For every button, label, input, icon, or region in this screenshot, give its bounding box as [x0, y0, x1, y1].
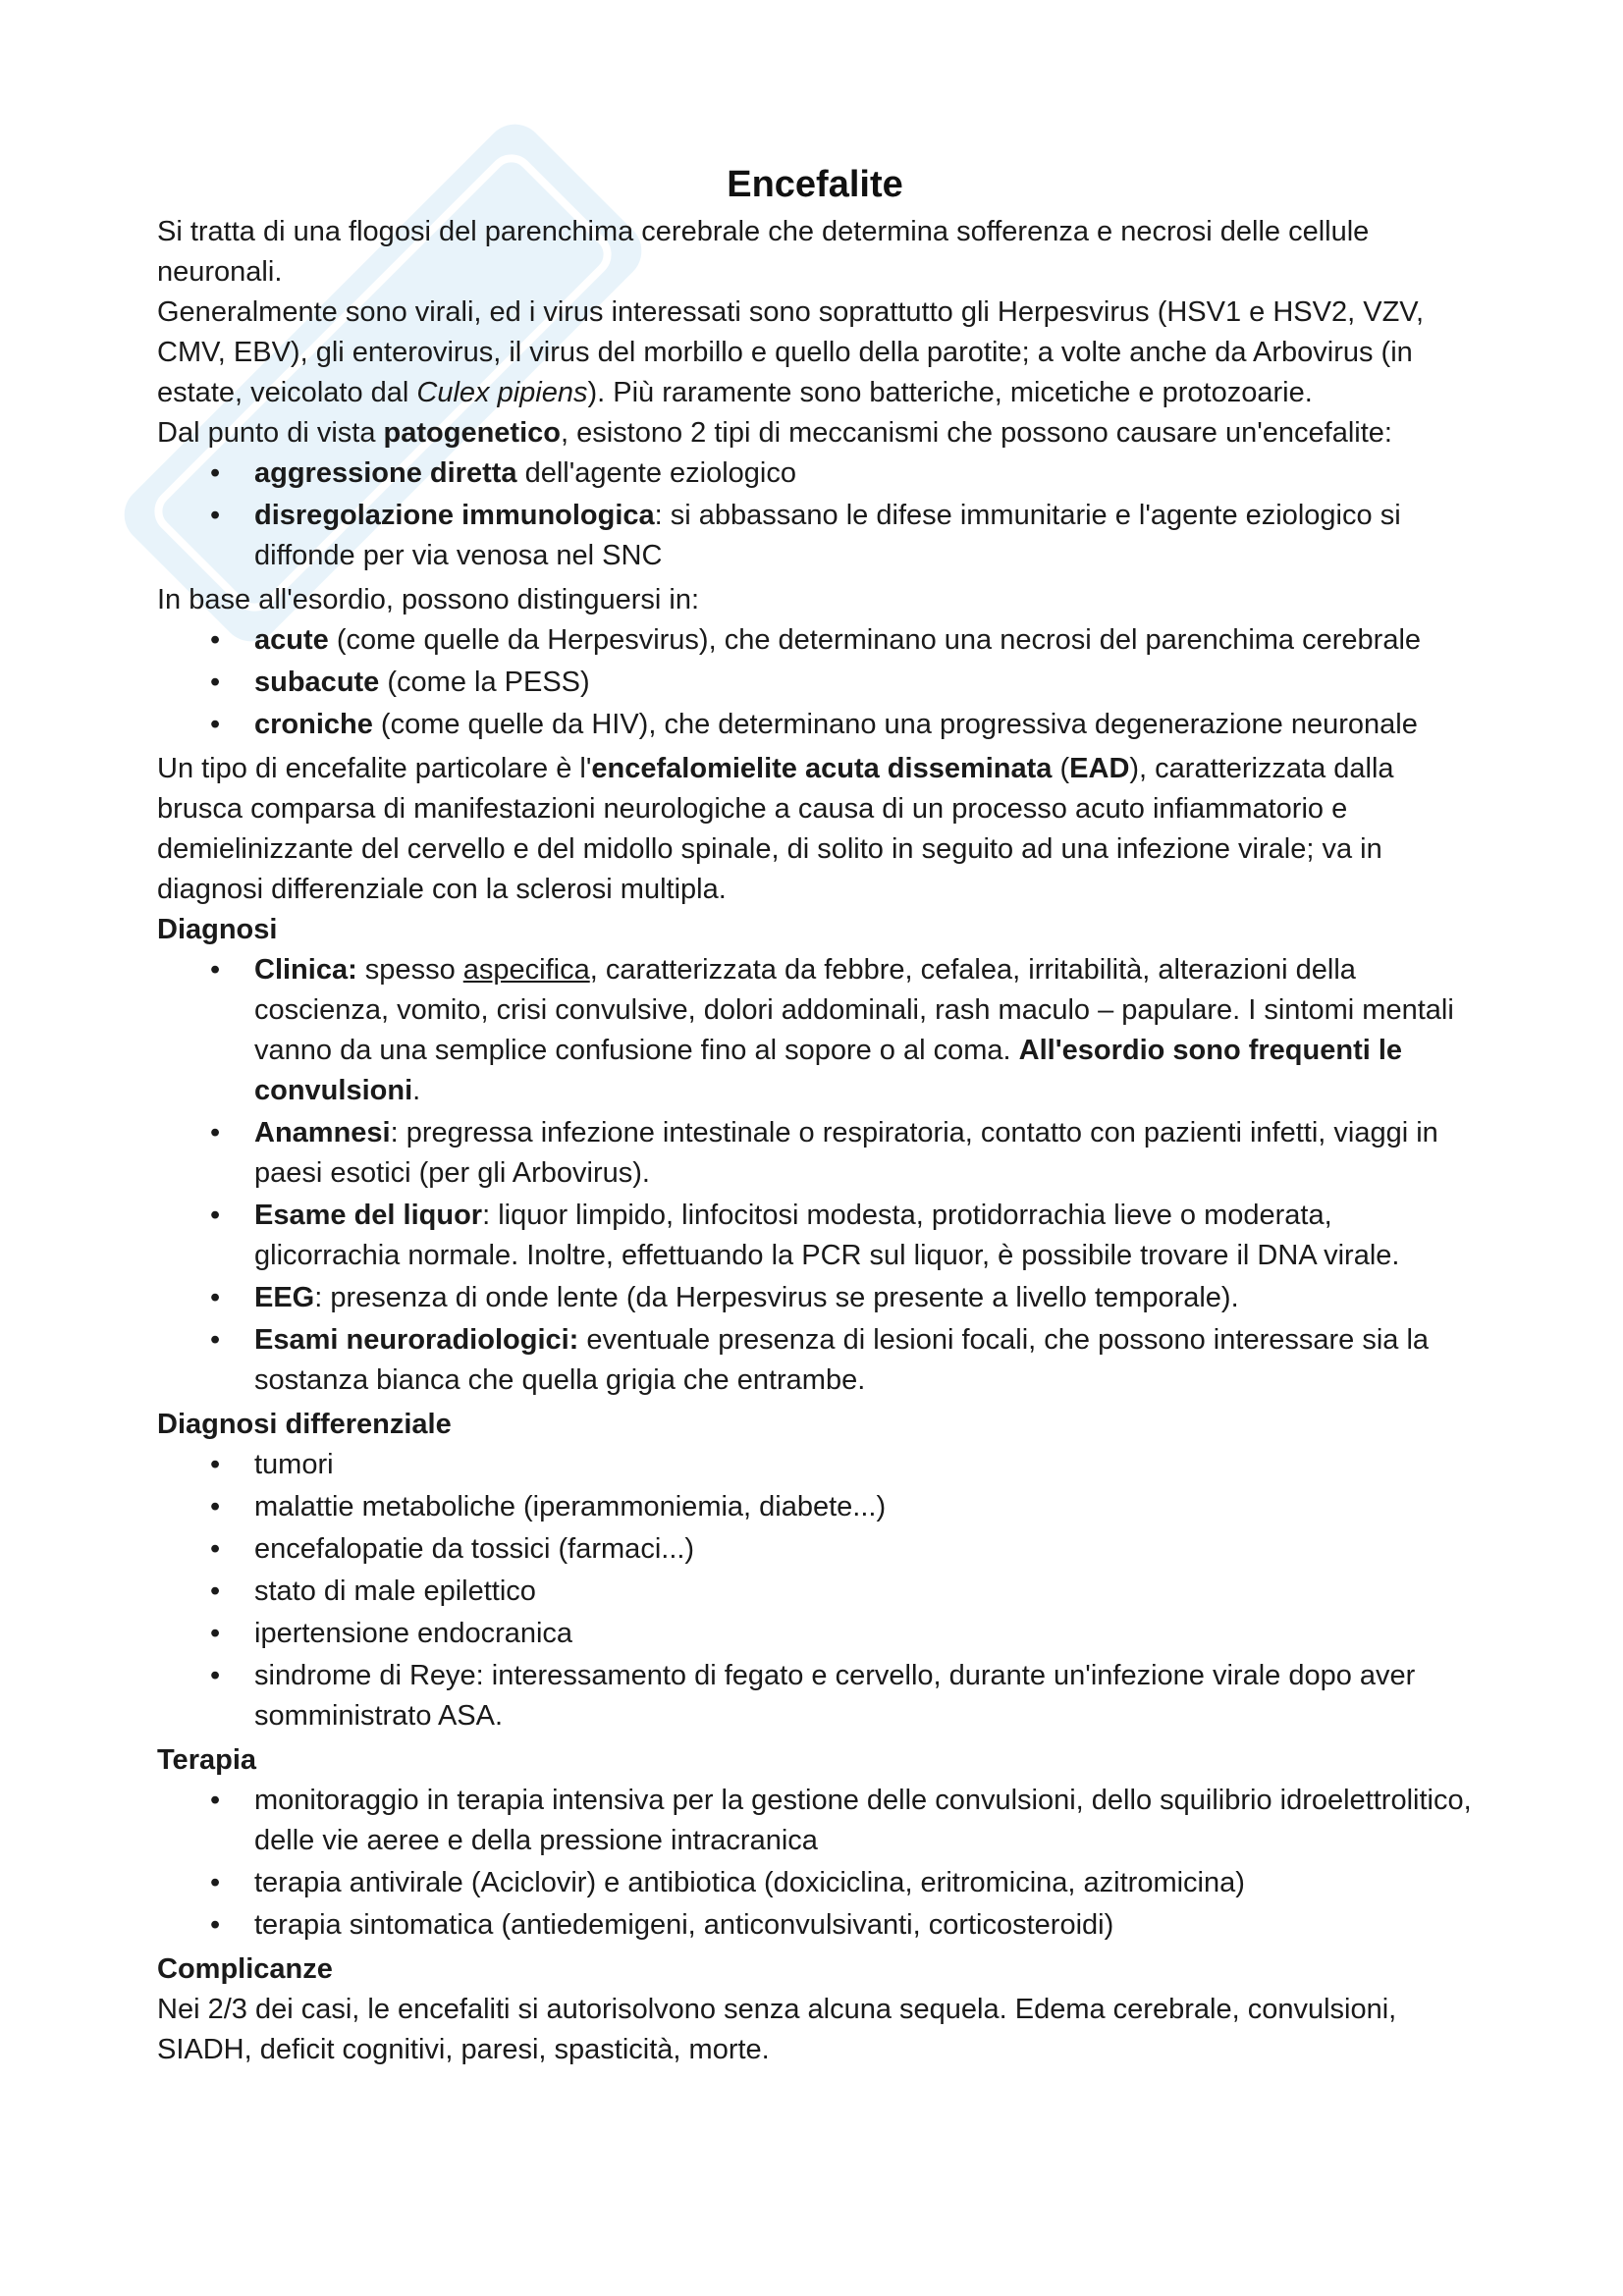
list-item: • ipertensione endocranica	[254, 1614, 1473, 1654]
onset-list	[157, 620, 1473, 745]
list-item: • stato di male epilettico	[254, 1572, 1473, 1612]
list-item: • aggressione diretta dell'agente eziologico	[254, 454, 1473, 494]
list-item: • sindrome di Reye: interessamento di fegato e cervello, durante un'infezione virale dopo aver somministrato ASA.	[254, 1656, 1473, 1736]
mechanisms-list	[157, 454, 1473, 576]
intro-paragraph-etiology: Generalmente sono virali, ed i virus interessati sono soprattutto gli Herpesvirus (HSV1 e HSV2, VZV, CMV, EBV), gli enterovirus, il virus del morbillo e quello della parotite; a volte anche da Arbovirus (in estate, veicolato dal Culex pipiens). Più raramente sono batteriche, micetiche e protozoarie.	[157, 296, 1425, 408]
list-item: • Esami neuroradiologici: eventuale presenza di lesioni focali, che possono interessare sia la sostanza bianca che quella grigia che entrambe.	[254, 1320, 1473, 1401]
list-item: • Esame del liquor: liquor limpido, linfocitosi modesta, protidorrachia lieve o moderata, glicorrachia normale. Inoltre, effettuando la PCR sul liquor, è possibile trovare il DNA virale.	[254, 1196, 1473, 1276]
intro-paragraph-definition: Si tratta di una flogosi del parenchima cerebrale che determina sofferenza e necrosi delle cellule neuronali.	[157, 216, 1370, 288]
list-item: • malattie metaboliche (iperammoniemia, diabete...)	[254, 1487, 1473, 1527]
list-item: • encefalopatie da tossici (farmaci...)	[254, 1529, 1473, 1570]
list-item: • tumori	[254, 1445, 1473, 1485]
section-heading-diagnosi-differenziale: Diagnosi differenziale	[157, 1409, 452, 1440]
section-heading-terapia: Terapia	[157, 1744, 257, 1776]
list-item: • monitoraggio in terapia intensiva per la gestione delle convulsioni, dello squilibrio idroelettrolitico, delle vie aeree e della pressione intracranica	[254, 1781, 1473, 1861]
differenziale-list	[157, 1445, 1473, 1736]
list-item: • terapia antivirale (Aciclovir) e antibiotica (doxiciclina, eritromicina, azitromicina)	[254, 1863, 1473, 1903]
complicanze-paragraph: Nei 2/3 dei casi, le encefaliti si autorisolvono senza alcuna sequela. Edema cerebrale, convulsioni, SIADH, deficit cognitivi, paresi, spasticità, morte.	[157, 1994, 1397, 2065]
terapia-list	[157, 1781, 1473, 1946]
list-item: • Anamnesi: pregressa infezione intestinale o respiratoria, contatto con pazienti infetti, viaggi in paesi esotici (per gli Arbovirus).	[254, 1113, 1473, 1194]
section-heading-diagnosi: Diagnosi	[157, 914, 278, 945]
page-title: Encefalite	[727, 164, 903, 205]
list-item: • EEG: presenza di onde lente (da Herpesvirus se presente a livello temporale).	[254, 1278, 1473, 1318]
intro-paragraph-pathogenesis: Dal punto di vista patogenetico, esistono 2 tipi di meccanismi che possono causare un'encefalite:	[157, 417, 1392, 449]
diagnosi-list	[157, 950, 1473, 1401]
onset-intro: In base all'esordio, possono distinguersi in:	[157, 584, 700, 615]
list-item: • acute (come quelle da Herpesvirus), che determinano una necrosi del parenchima cerebrale	[254, 620, 1473, 661]
list-item: • disregolazione immunologica: si abbassano le difese immunitarie e l'agente eziologico si diffonde per via venosa nel SNC	[254, 496, 1473, 576]
section-heading-complicanze: Complicanze	[157, 1953, 333, 1985]
list-item: • Clinica: spesso aspecifica, caratterizzata da febbre, cefalea, irritabilità, alterazioni della coscienza, vomito, crisi convulsive, dolori addominali, rash maculo – papulare. I sintomi mentali vanno da una semplice confusione fino al sopore o al coma. All'esordio sono frequenti le convulsioni.	[254, 950, 1473, 1111]
list-item: • croniche (come quelle da HIV), che determinano una progressiva degenerazione neuronale	[254, 705, 1473, 745]
ead-paragraph: Un tipo di encefalite particolare è l'encefalomielite acuta disseminata (EAD), caratterizzata dalla brusca comparsa di manifestazioni neurologiche a causa di un processo acuto infiammatorio e demielinizzante del cervello e del midollo spinale, di solito in seguito ad una infezione virale; va in diagnosi differenziale con la sclerosi multipla.	[157, 753, 1394, 905]
document-content	[157, 157, 1473, 2070]
list-item: • terapia sintomatica (antiedemigeni, anticonvulsivanti, corticosteroidi)	[254, 1905, 1473, 1946]
list-item: • subacute (come la PESS)	[254, 663, 1473, 703]
